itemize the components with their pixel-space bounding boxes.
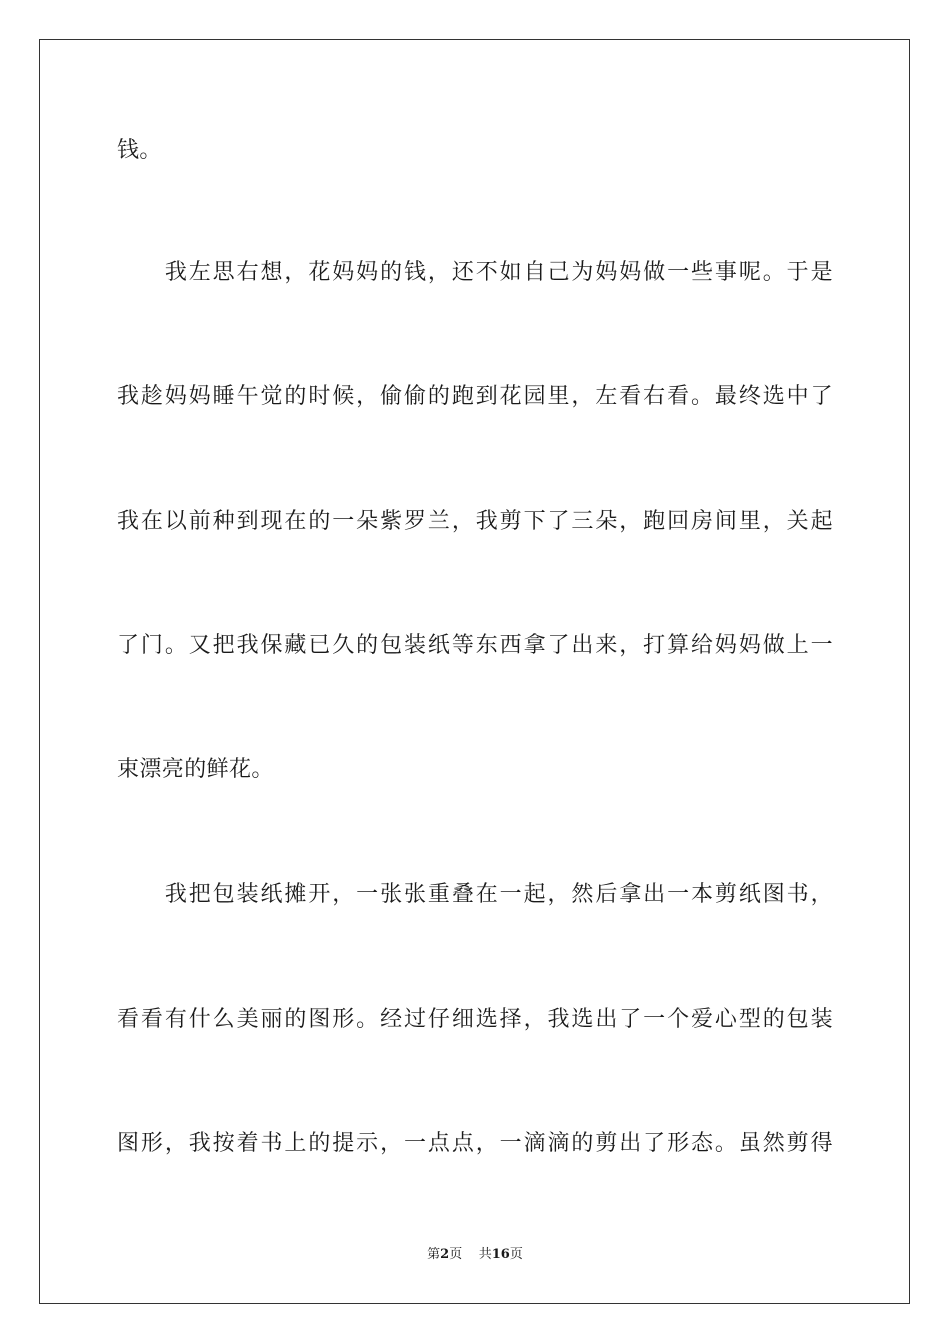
text-line-4: 我在以前种到现在的一朵紫罗兰，我剪下了三朵，跑回房间里，关起 <box>117 509 833 534</box>
text-line-8: 看看有什么美丽的图形。经过仔细选择，我选出了一个爱心型的包装 <box>117 1007 833 1032</box>
text-line-1: 钱。 <box>117 138 162 163</box>
total-pages: 16 <box>491 1247 510 1262</box>
total-prefix: 共 <box>478 1247 492 1262</box>
text-line-9: 图形，我按着书上的提示，一点点，一滴滴的剪出了形态。虽然剪得 <box>117 1131 833 1156</box>
text-line-3: 我趁妈妈睡午觉的时候，偷偷的跑到花园里，左看右看。最终选中了 <box>117 384 833 409</box>
page-prefix: 第 <box>427 1247 441 1262</box>
text-line-7: 我把包装纸摊开，一张张重叠在一起，然后拿出一本剪纸图书， <box>117 882 833 907</box>
page-number: 2 <box>440 1247 450 1262</box>
page-border <box>39 39 910 1304</box>
total-suffix: 页 <box>509 1247 523 1262</box>
text-line-6: 束漂亮的鲜花。 <box>117 757 274 782</box>
page-suffix: 页 <box>449 1247 463 1262</box>
text-line-5: 了门。又把我保藏已久的包装纸等东西拿了出来，打算给妈妈做上一 <box>117 633 833 658</box>
text-line-2: 我左思右想，花妈妈的钱，还不如自己为妈妈做一些事呢。于是 <box>117 260 833 285</box>
page-footer <box>0 1246 950 1264</box>
